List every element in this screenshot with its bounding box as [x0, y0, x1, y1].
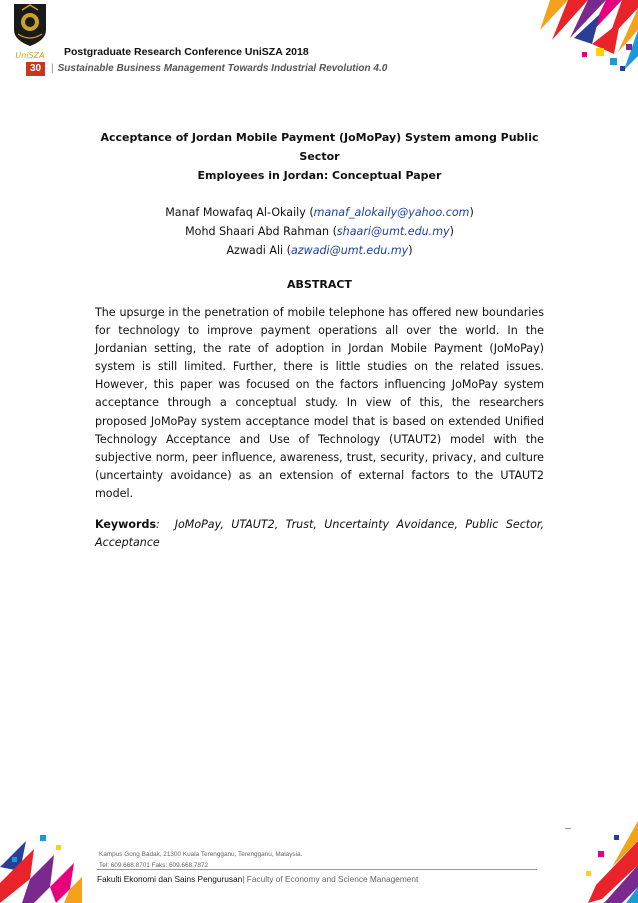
- faculty-english: Faculty of Economy and Science Management: [246, 874, 419, 884]
- address-line-1: Kampus Gong Badak, 21300 Kuala Terengganu, Terengganu, Malaysia.: [99, 851, 303, 858]
- footer-divider: [97, 869, 537, 870]
- conference-theme: Sustainable Business Management Towards Industrial Revolution 4.0: [57, 63, 388, 74]
- author-2: Mohd Shaari Abd Rahman (shaari@umt.edu.my): [185, 225, 454, 238]
- footer-faculty: [97, 874, 418, 884]
- author-name: Manaf Mowafaq Al-Okaily: [165, 206, 306, 219]
- decorative-corner-bottom-left: [0, 827, 82, 903]
- decorative-corner-top-right: [530, 0, 638, 74]
- unisza-logo: [8, 0, 52, 62]
- paper-title-line1: Acceptance of Jordan Mobile Payment (JoMoPay) System among Public Sector: [100, 131, 539, 163]
- author-1: Manaf Mowafaq Al-Okaily (manaf_alokaily@yahoo.com): [165, 206, 474, 219]
- address-line-2: Tel: 609.668.8701 Faks: 609.668.7872: [99, 862, 209, 869]
- footer-address: [99, 849, 302, 871]
- faculty-malay: Fakulti Ekonomi dan Sains Pengurusan: [97, 874, 243, 884]
- footer-separator: |: [242, 874, 245, 884]
- author-name: Azwadi Ali: [226, 244, 284, 257]
- keywords-colon: :: [156, 518, 160, 532]
- author-3: Azwadi Ali (azwadi@umt.edu.my): [226, 244, 413, 257]
- keywords-label: Keywords: [95, 518, 157, 532]
- logo-text: UniSZA: [15, 51, 45, 60]
- conference-theme-line: [51, 62, 387, 76]
- abstract-heading: ABSTRACT: [287, 278, 352, 291]
- abstract-text: The upsurge in the penetration of mobile telephone has offered new boundaries for technology to improve payment operations all over the world. In the Jordanian setting, the rate of adoption in Jordan Mobile Payment (JoMoPay) system is still limited. Further, there is little studies on the related issues. However, this paper was focused on the factors influencing JoMoPay system acceptance through a conceptual study. In view of this, the researchers proposed JoMoPay system acceptance model that is based on extended Unified Technology Acceptance and Use of Technology (UTAUT2) model with the subjective norm, peer influence, awareness, trust, security, privacy, and culture (uncertainty avoidance) as an extension of external factors to the UTAUT2 model.: [95, 306, 544, 500]
- paper-title-line2: Employees in Jordan: Conceptual Paper: [197, 169, 442, 182]
- page-number-badge: 30: [26, 62, 45, 76]
- keywords: [95, 516, 544, 552]
- author-name: Mohd Shaari Abd Rahman: [185, 225, 330, 238]
- keywords-text: JoMoPay, UTAUT2, Trust, Uncertainty Avoidance, Public Sector, Acceptance: [95, 518, 544, 550]
- paper-body: [95, 128, 544, 552]
- decorative-corner-bottom-right: [568, 821, 638, 903]
- conference-title: Postgraduate Research Conference UniSZA 2018: [64, 46, 309, 58]
- paper-title: [95, 128, 544, 185]
- author-email[interactable]: manaf_alokaily@yahoo.com: [313, 206, 470, 219]
- author-list: [95, 203, 544, 260]
- author-email[interactable]: shaari@umt.edu.my: [336, 225, 450, 238]
- header-separator: |: [51, 63, 54, 74]
- author-email[interactable]: azwadi@umt.edu.my: [291, 244, 409, 257]
